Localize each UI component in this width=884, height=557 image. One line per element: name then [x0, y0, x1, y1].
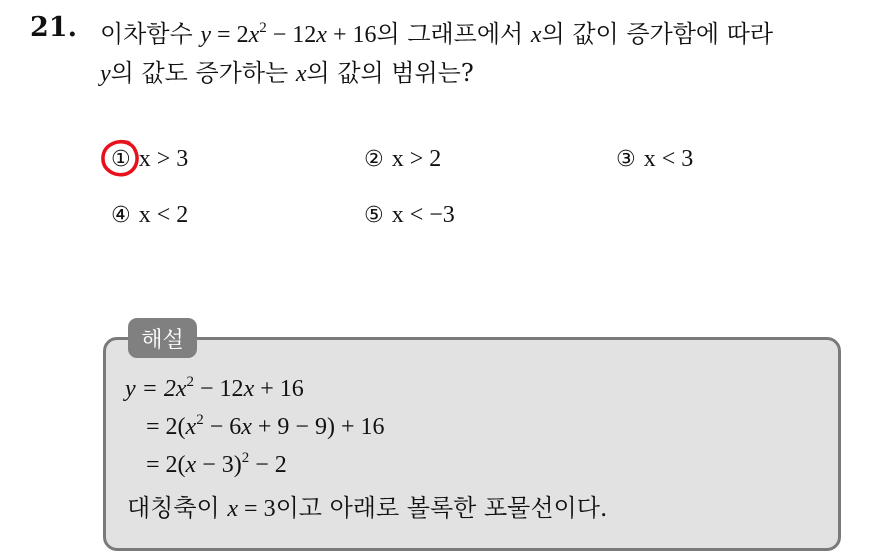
- choice-marker: ⑤: [364, 203, 384, 228]
- choice-marker: ③: [616, 147, 636, 172]
- choice-marker: ①: [111, 147, 131, 172]
- choice-5[interactable]: [364, 202, 455, 229]
- question-text-b: 의 값이 증가함에 따라: [541, 20, 774, 48]
- choice-marker: ④: [111, 203, 131, 228]
- variable-y: y: [100, 61, 111, 87]
- choice-expression: x < −3: [391, 202, 455, 228]
- solution-line-1: $y = 2x^2 - 12x + 16$: [125, 374, 304, 402]
- question-text-d: 의 값의 범위는?: [306, 59, 474, 87]
- solution-line-4: 대칭축이 x = 3이고 아래로 볼록한 포물선이다.: [127, 494, 608, 522]
- question-prefix: 이차함수: [100, 20, 193, 48]
- question-text-a: 의 그래프에서: [376, 20, 524, 48]
- choice-expression: x > 2: [391, 146, 442, 172]
- question-line-1: [100, 14, 773, 49]
- variable-x: x: [530, 22, 542, 48]
- choice-expression: x < 3: [643, 146, 694, 172]
- function-expression: $y = 2x^2 - 12x + 16$: [200, 20, 377, 48]
- solution-line-2: = $2(x^2 - 6x + 9 - 9) + 16$: [146, 412, 385, 440]
- choice-expression: x < 2: [138, 202, 189, 228]
- choice-3[interactable]: [616, 146, 693, 173]
- question-text-c: 의 값도 증가하는: [110, 59, 289, 87]
- solution-tag: 해설: [128, 318, 197, 358]
- question-line-2: [100, 53, 474, 88]
- choice-2[interactable]: [364, 146, 441, 173]
- choice-marker: ②: [364, 147, 384, 172]
- question-number: 21.: [30, 12, 77, 43]
- solution-line-3: = $2(x - 3)^2 - 2$: [146, 450, 287, 478]
- choice-4[interactable]: [111, 202, 188, 229]
- choice-expression: x > 3: [138, 146, 189, 172]
- choice-1[interactable]: [111, 146, 188, 173]
- variable-x: x: [295, 61, 307, 87]
